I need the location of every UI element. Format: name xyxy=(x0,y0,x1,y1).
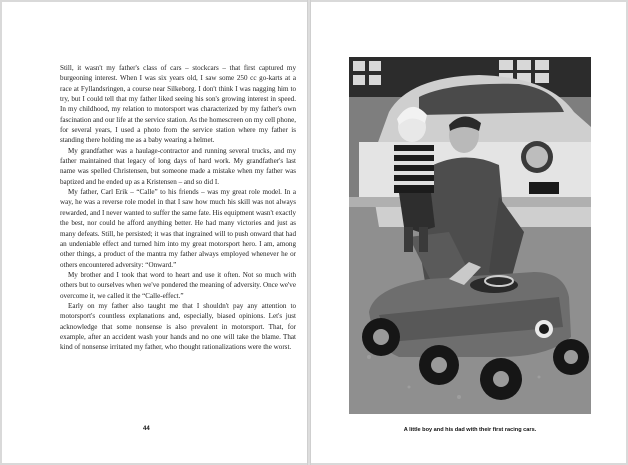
paragraph: Early on my father also taught me that I shouldn't pay any attention to motorsport's countless explanations and, especially, biased opinions. Let's just acknowledge that some nonsense is also prevalent in motorsport. That, for example, after an accident wash your hands and no one will take the blame. That kind of nonsense irritated my father, who thought rationalizations were the worst. xyxy=(60,301,296,352)
paragraph: Still, it wasn't my father's class of cars – stockcars – that first captured my burgeoning interest. When I was six years old, I saw some 250 cc go-karts at a race at Fyllandsringen, a course near Silkeborg. I don't think I was nagging him to try, but I could tell that my father liked seeing his son's growing interest in speed. In my childhood, my relation to motorsport was characterized by my father's own fascination and our life at the service station. As the homescreen on my cell phone, for several years, I used a photo from the service station where my father is standing there holding me as a baby wearing a helmet. xyxy=(60,64,296,145)
body-text xyxy=(60,63,296,353)
page-number: 44 xyxy=(143,426,150,432)
photograph xyxy=(349,57,591,414)
photo-illustration xyxy=(349,57,591,414)
right-page xyxy=(311,2,626,463)
paragraph: My grandfather was a haulage-contractor and running several trucks, and my father maintained that legacy of long days of hard work. My grandfather's last name was spelled Christensen, but someone made a mistake when my father was baptized and he ended up as a Kristensen – and so did I. xyxy=(60,146,296,186)
left-page xyxy=(2,2,307,463)
photo-caption: A little boy and his dad with their first racing cars. xyxy=(403,427,537,433)
paragraph: My father, Carl Erik – “Calle” to his friends – was my great role model. In a way, he was a reverse role model in that I saw how much his skill was not always rewarded, and I never wanted to suffer the same fate. His equipment wasn't exactly the best, nor could he afford anything better. He had many victories and just as many defeats. Still, he persisted; it was that ingrained will to push onward that had an undeniable effect and turned him into my great motorsport hero. I am, among other things, a product of the mantra my father always employed whenever he or others encountered adversity: “Onward.” xyxy=(60,188,296,269)
child-striped-shirt xyxy=(394,145,434,193)
paragraph: My brother and I took that word to heart and use it often. Not so much with others but to ourselves when we've pondered the meaning of adversity. Once we've overcome it, we called it the “Calle-effect.” xyxy=(60,270,296,300)
